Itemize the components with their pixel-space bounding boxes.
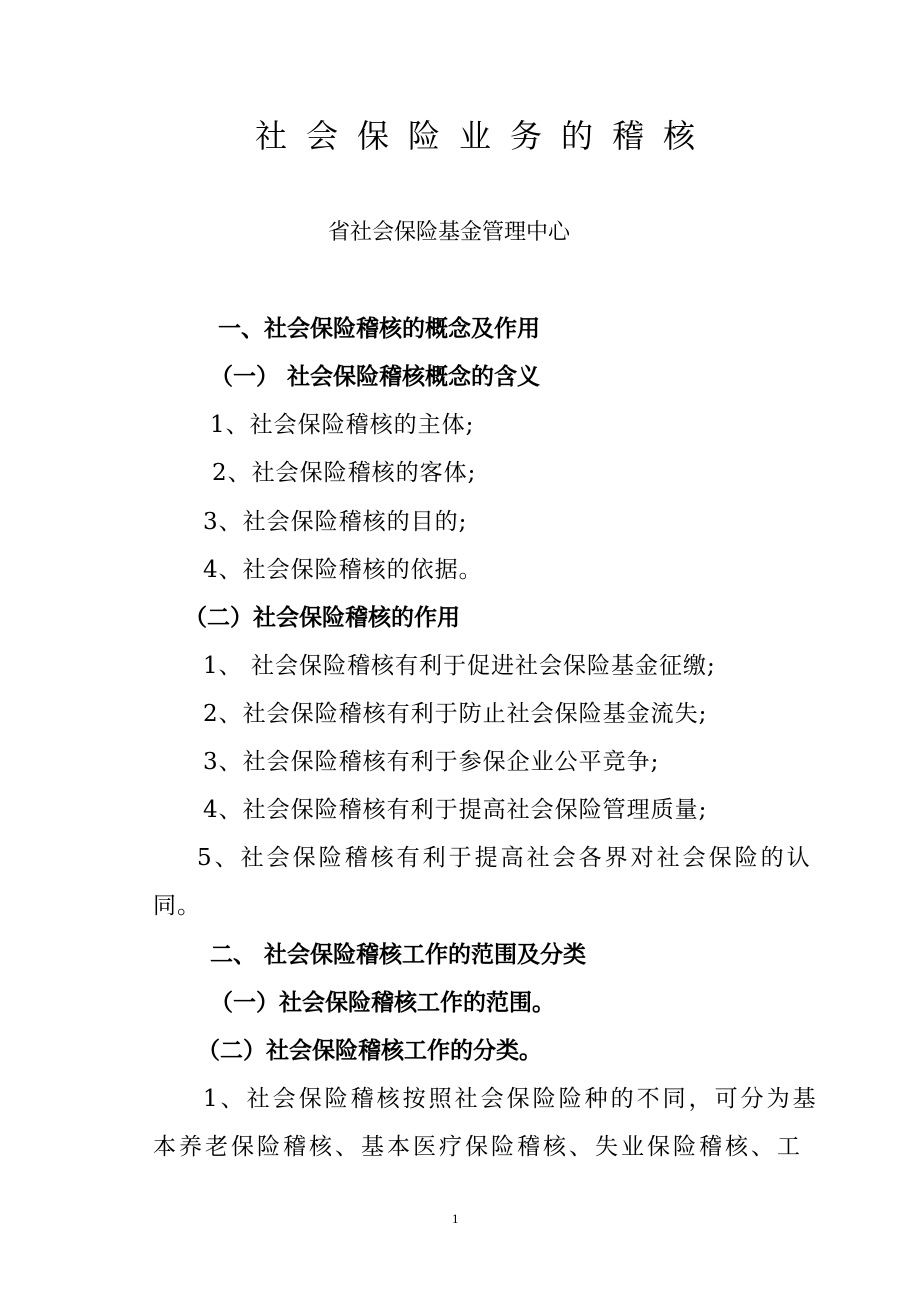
section-1-1-heading: （一） 社会保险稽核概念的含义 — [210, 364, 541, 390]
section-2-heading: 二、 社会保险稽核工作的范围及分类 — [210, 942, 587, 968]
list-item: 4、社会保险稽核有利于提高社会保险管理质量; — [203, 797, 708, 823]
list-item: 4、社会保险稽核的依据。 — [203, 557, 483, 583]
list-item-line-2: 同。 — [153, 893, 201, 919]
section-1-heading: 一、社会保险稽核的概念及作用 — [218, 316, 540, 342]
section-2-1-heading: （一）社会保险稽核工作的范围。 — [210, 990, 555, 1016]
list-item: 3、社会保险稽核有利于参保企业公平竞争; — [203, 749, 660, 775]
paragraph-line-2: 本养老保险稽核、基本医疗保险稽核、失业保险稽核、工 — [153, 1134, 803, 1160]
list-item: 2、社会保险稽核的客体; — [212, 460, 477, 486]
document-subtitle: 省社会保险基金管理中心 — [328, 220, 571, 245]
list-item: 3、社会保险稽核的目的; — [203, 509, 468, 535]
list-item: 2、社会保险稽核有利于防止社会保险基金流失; — [203, 701, 708, 727]
list-item: 1、社会保险稽核的主体; — [210, 412, 475, 438]
list-item: 1、 社会保险稽核有利于促进社会保险基金征缴; — [203, 653, 716, 679]
list-item-line-1: 5、社会保险稽核有利于提高社会各界对社会保险的认 — [197, 845, 813, 871]
document-title: 社会保险业务的稽核 — [255, 117, 715, 155]
paragraph-line-1: 1、社会保险稽核按照社会保险险种的不同，可分为基 — [203, 1086, 819, 1112]
page-number: 1 — [452, 1211, 459, 1226]
section-2-2-heading: （二）社会保险稽核工作的分类。 — [197, 1038, 542, 1064]
section-1-2-heading: （二）社会保险稽核的作用 — [184, 605, 460, 631]
